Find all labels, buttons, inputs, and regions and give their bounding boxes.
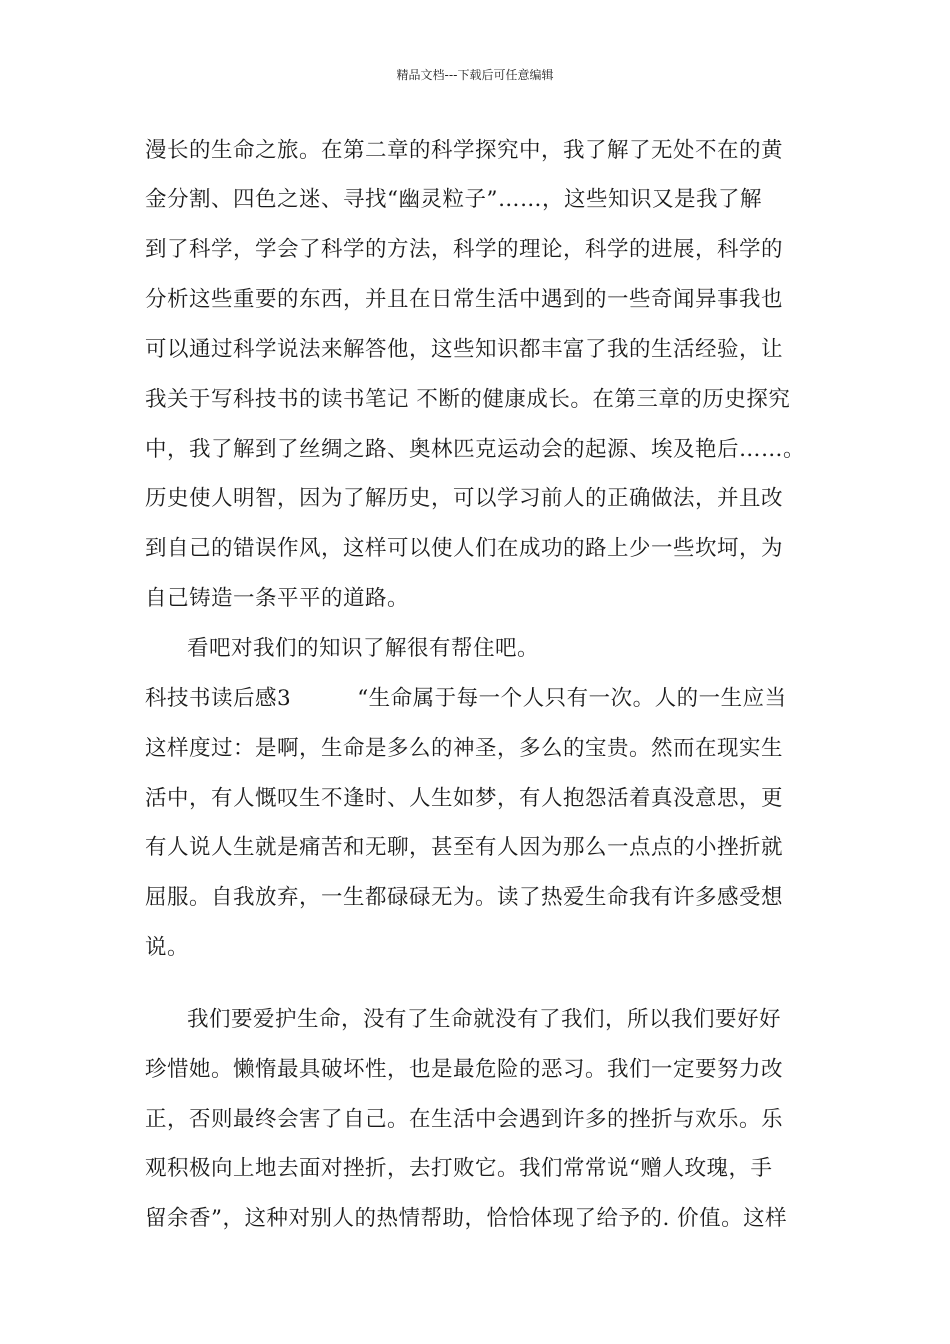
text-line: 我们要爱护生命，没有了生命就没有了我们，所以我们要好好 [187,1007,782,1032]
text-line: 到了科学，学会了科学的方法，科学的理论，科学的进展，科学的 [145,237,784,262]
text-line: 珍惜她。懒惰最具破坏性，也是最危险的恶习。我们一定要努力改 [145,1057,784,1082]
text-line: 说。 [145,935,190,960]
text-line: 可以通过科学说法来解答他，这些知识都丰富了我的生活经验，让 [145,337,784,362]
text-line: 到自己的错误作风，这样可以使人们在成功的路上少一些坎坷，为 [145,536,784,561]
page-header: 精品文档---下载后可任意编辑 [396,68,554,82]
text-line: 历史使人明智，因为了解历史，可以学习前人的正确做法，并且改 [145,486,784,511]
text-line: 中，我了解到了丝绸之路、奥林匹克运动会的起源、埃及艳后……。 [145,437,806,462]
text-line: 屈服。自我放弃，一生都碌碌无为。读了热爱生命我有许多感受想 [145,885,784,910]
text-line: 自己铸造一条平平的道路。 [145,586,410,611]
text-line: 漫长的生命之旅。在第二章的科学探究中，我了解了无处不在的黄 [145,138,784,163]
text-span: “生命属于每一个人只有一次。人的一生应当 [357,686,787,711]
text-line: 金分割、四色之迷、寻找“幽灵粒子”……，这些知识又是我了解 [145,187,762,212]
text-line: 这样度过：是啊，生命是多么的神圣，多么的宝贵。然而在现实生 [145,736,784,761]
text-line [145,685,787,713]
text-line: 看吧对我们的知识了解很有帮住吧。 [187,636,540,661]
text-line: 活中，有人慨叹生不逢时、人生如梦，有人抱怨活着真没意思，更 [145,786,784,811]
section-heading: 科技书读后感3 [145,686,292,711]
text-line: 我关于写科技书的读书笔记 不断的健康成长。在第三章的历史探究 [145,387,791,412]
text-line: 观积极向上地去面对挫折，去打败它。我们常常说“赠人玫瑰，手 [145,1156,773,1181]
text-line: 正，否则最终会害了自己。在生活中会遇到许多的挫折与欢乐。乐 [145,1107,784,1132]
text-line: 留余香”，这种对别人的热情帮助，恰恰体现了给予的. 价值。这样 [145,1206,788,1231]
text-line: 分析这些重要的东西，并且在日常生活中遇到的一些奇闻异事我也 [145,287,784,312]
text-line: 有人说人生就是痛苦和无聊，甚至有人因为那么一点点的小挫折就 [145,835,784,860]
